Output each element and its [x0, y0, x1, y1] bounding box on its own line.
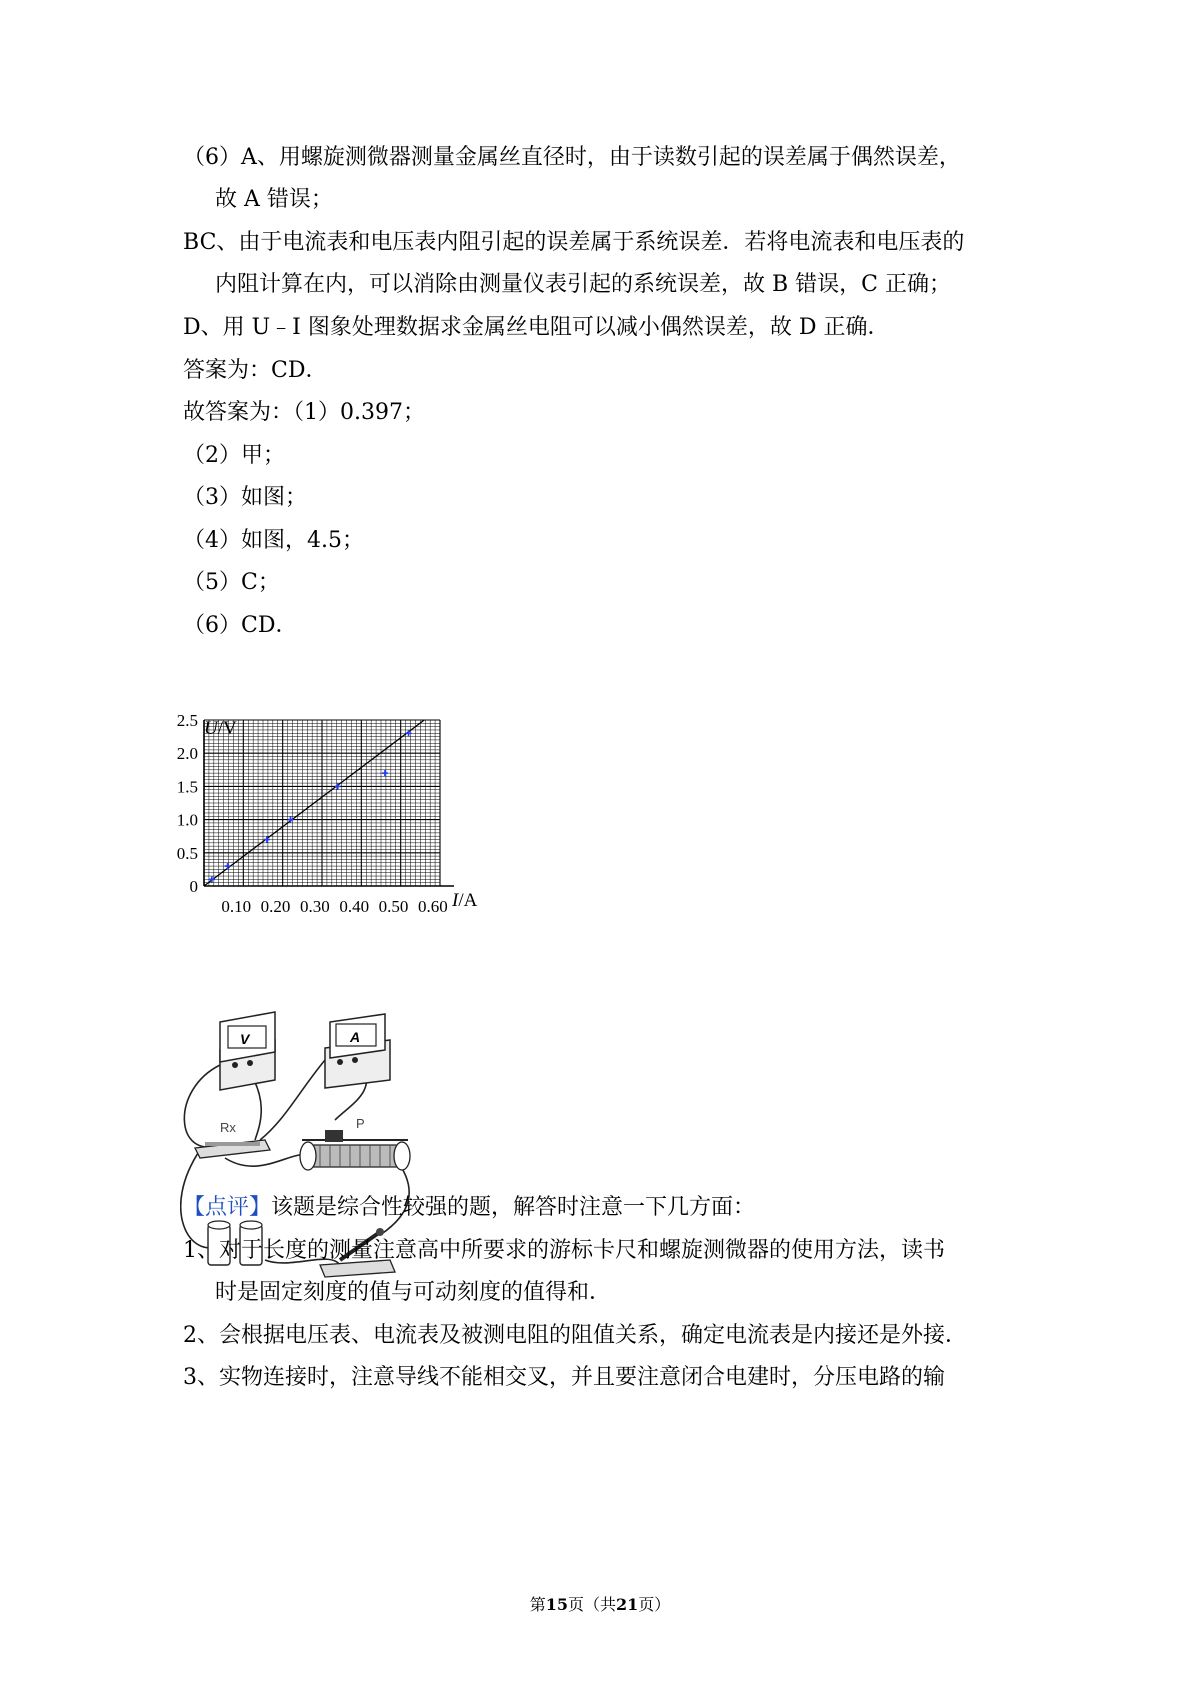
x-axis-label: I/A [452, 890, 478, 911]
answer-line-12: （6）CD． [183, 613, 298, 638]
y-tick-label: 1.5 [176, 777, 198, 797]
rheostat-icon [300, 1116, 410, 1170]
data-point [225, 863, 231, 869]
answer-line-1: （6）A、用螺旋测微器测量金属丝直径时，由于读数引起的误差属于偶然误差， [183, 145, 961, 170]
answer-line-8: （2）甲； [183, 443, 285, 468]
answer-line-2: 故 A 错误； [215, 187, 333, 212]
svg-text:Rx: Rx [220, 1120, 236, 1135]
page-footer: 第15页（共21页） [529, 1595, 671, 1614]
comment-intro: 该题是综合性较强的题，解答时注意一下几方面： [271, 1195, 756, 1220]
x-tick-labels [221, 897, 447, 916]
svg-text:P: P [356, 1116, 365, 1131]
voltmeter-icon [220, 1012, 275, 1090]
comment-point-1a: 1、对于长度的测量注意高中所要求的游标卡尺和螺旋测微器的使用方法，读书 [183, 1238, 945, 1263]
answer-line-10: （4）如图，4.5； [183, 528, 364, 553]
graph-grid [204, 720, 440, 886]
y-tick-label: 2.0 [176, 744, 198, 764]
answer-line-4: 内阻计算在内，可以消除由测量仪表引起的系统误差，故 B 错误，C 正确； [215, 272, 951, 297]
y-tick-label: 2.5 [176, 711, 198, 730]
x-tick-label: 0.60 [418, 897, 448, 916]
y-axis-label: U/V [204, 718, 237, 739]
answer-line-7: 故答案为：（1）0.397； [183, 400, 425, 425]
answer-line-11: （5）C； [183, 570, 280, 595]
y-tick-labels [177, 711, 198, 896]
answer-line-5: D、用 U﹣I 图象处理数据求金属丝电阻可以减小偶然误差，故 D 正确． [183, 315, 890, 340]
svg-text:V: V [240, 1031, 250, 1047]
data-point [382, 770, 388, 776]
u-i-graph [176, 711, 510, 1000]
comment-heading [183, 1193, 755, 1223]
y-tick-label: 1.0 [176, 810, 198, 830]
y-tick-label: 0.5 [176, 843, 198, 863]
answer-line-9: （3）如图； [183, 485, 307, 510]
x-tick-label: 0.10 [221, 897, 252, 916]
svg-text:A: A [350, 1029, 361, 1045]
comment-tag: 【点评】 [183, 1195, 272, 1220]
x-tick-label: 0.40 [339, 897, 370, 916]
x-tick-label: 0.30 [300, 897, 330, 916]
x-tick-label: 0.50 [378, 897, 409, 916]
comment-point-3: 3、实物连接时，注意导线不能相交叉，并且要注意闭合电建时，分压电路的输 [183, 1365, 945, 1390]
comment-point-1b: 时是固定刻度的值与可动刻度的值得和． [215, 1280, 612, 1305]
y-tick-label: 0 [189, 877, 198, 896]
answer-line-3: BC、由于电流表和电压表内阻引起的误差属于系统误差．若将电流表和电压表的 [183, 230, 965, 255]
ammeter-icon [325, 1014, 390, 1088]
comment-point-2: 2、会根据电压表、电流表及被测电阻的阻值关系，确定电流表是内接还是外接． [183, 1323, 967, 1348]
answer-line-6: 答案为：CD． [183, 358, 328, 383]
x-tick-label: 0.20 [260, 897, 291, 916]
